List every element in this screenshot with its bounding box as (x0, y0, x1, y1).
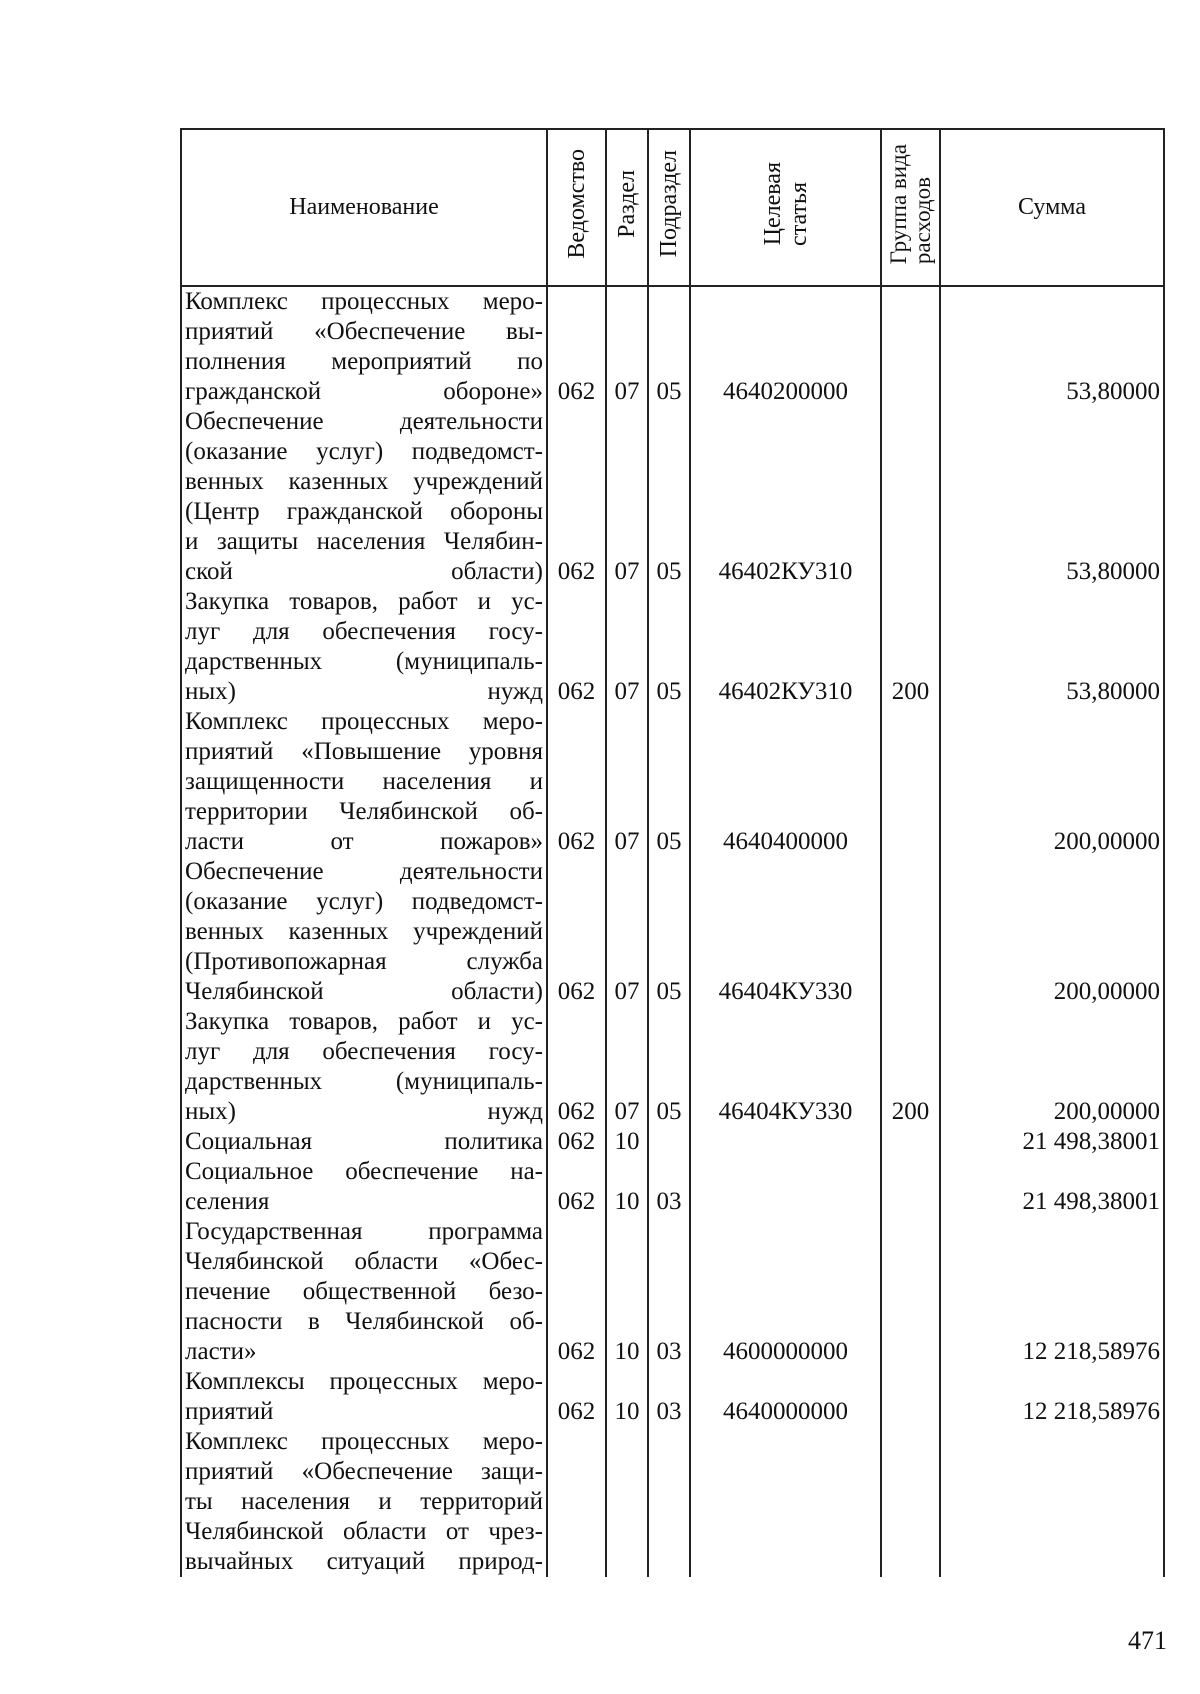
row-podrazdel (648, 1127, 690, 1157)
row-razdel: 07 (606, 1007, 648, 1127)
row-vedomstvo: 062 (547, 286, 606, 407)
table-row (181, 1217, 1164, 1367)
row-summa (940, 1427, 1164, 1577)
row-razdel: 07 (606, 707, 648, 857)
name-line: Комплексы процессных меро- (185, 1368, 543, 1395)
name-line: Обеспечение деятельности (185, 858, 543, 885)
row-name (181, 1367, 547, 1427)
row-celevaya-statya: 46404КУ330 (690, 1007, 881, 1127)
name-line: Челябинской области) (185, 978, 543, 1005)
row-vedomstvo: 062 (547, 587, 606, 707)
header-vedomstvo: Ведомство (547, 129, 606, 286)
row-razdel: 07 (606, 587, 648, 707)
row-razdel: 10 (606, 1217, 648, 1367)
header-gruppa-vida-rashodov: Группа видарасходов (881, 129, 940, 286)
row-vedomstvo: 062 (547, 407, 606, 587)
name-line: дарственных (муниципаль- (185, 1068, 543, 1095)
row-name (181, 1157, 547, 1217)
row-summa: 200,00000 (940, 1007, 1164, 1127)
name-line: ных) нужд (185, 1098, 543, 1125)
table-row (181, 1127, 1164, 1157)
table-row (181, 1367, 1164, 1427)
header-celevaya-statya: Целеваястатья (690, 129, 881, 286)
row-summa: 21 498,38001 (940, 1127, 1164, 1157)
name-line: приятий «Повышение уровня (185, 738, 543, 765)
name-line: (Противопожарная служба (185, 948, 543, 975)
row-vedomstvo: 062 (547, 1127, 606, 1157)
row-celevaya-statya: 4640400000 (690, 707, 881, 857)
table-row (181, 707, 1164, 857)
row-razdel: 10 (606, 1157, 648, 1217)
row-vedomstvo: 062 (547, 1217, 606, 1367)
row-celevaya-statya: 4600000000 (690, 1217, 881, 1367)
header-summa: Сумма (940, 129, 1164, 286)
row-summa: 53,80000 (940, 407, 1164, 587)
row-summa: 53,80000 (940, 587, 1164, 707)
row-gruppa-vida-rashodov (881, 707, 940, 857)
name-line: ты населения и территорий (185, 1488, 543, 1515)
row-gruppa-vida-rashodov: 200 (881, 587, 940, 707)
header-razdel: Раздел (606, 129, 648, 286)
row-vedomstvo (547, 1427, 606, 1577)
name-line: Закупка товаров, работ и ус- (185, 1008, 543, 1035)
name-line: Социальное обеспечение на- (185, 1158, 543, 1185)
row-summa: 12 218,58976 (940, 1367, 1164, 1427)
row-vedomstvo: 062 (547, 1007, 606, 1127)
row-razdel: 10 (606, 1367, 648, 1427)
row-razdel: 10 (606, 1127, 648, 1157)
row-summa: 21 498,38001 (940, 1157, 1164, 1217)
row-gruppa-vida-rashodov: 200 (881, 1007, 940, 1127)
name-line: печение общественной безо- (185, 1278, 543, 1305)
row-podrazdel: 05 (648, 857, 690, 1007)
row-vedomstvo: 062 (547, 1367, 606, 1427)
row-gruppa-vida-rashodov (881, 1217, 940, 1367)
row-celevaya-statya (690, 1127, 881, 1157)
name-line: (оказание услуг) подведомст- (185, 438, 543, 465)
row-podrazdel: 03 (648, 1157, 690, 1217)
table-body (181, 286, 1164, 1577)
name-line: венных казенных учреждений (185, 468, 543, 495)
table-row (181, 286, 1164, 407)
row-gruppa-vida-rashodov (881, 1367, 940, 1427)
name-line: селения (185, 1188, 270, 1215)
name-line: приятий «Обеспечение защи- (185, 1458, 543, 1485)
name-line: Закупка товаров, работ и ус- (185, 588, 543, 615)
name-line: (Центр гражданской обороны (185, 498, 543, 525)
row-celevaya-statya: 4640200000 (690, 286, 881, 407)
row-gruppa-vida-rashodov (881, 286, 940, 407)
name-line: луг для обеспечения госу- (185, 1038, 543, 1065)
table-row (181, 1427, 1164, 1577)
table-header-row (181, 129, 1164, 286)
name-line: гражданской обороне» (185, 378, 543, 405)
header-name: Наименование (181, 129, 547, 286)
name-line: пасности в Челябинской об- (185, 1308, 543, 1335)
name-line: территории Челябинской об- (185, 798, 543, 825)
name-line: защищенности населения и (185, 768, 543, 795)
row-vedomstvo: 062 (547, 707, 606, 857)
row-podrazdel: 03 (648, 1217, 690, 1367)
name-line: Челябинской области «Обес- (185, 1248, 543, 1275)
name-line: ласти» (185, 1338, 257, 1365)
name-line: полнения мероприятий по (185, 348, 543, 375)
name-line: луг для обеспечения госу- (185, 618, 543, 645)
row-podrazdel: 05 (648, 407, 690, 587)
name-line: ской области) (185, 558, 543, 585)
page-number: 471 (1128, 1626, 1167, 1655)
header-podrazdel: Подраздел (648, 129, 690, 286)
row-celevaya-statya: 46404КУ330 (690, 857, 881, 1007)
name-line: Комплекс процессных меро- (185, 288, 543, 315)
row-name (181, 1127, 547, 1157)
row-celevaya-statya (690, 1157, 881, 1217)
name-line: венных казенных учреждений (185, 918, 543, 945)
row-summa: 200,00000 (940, 857, 1164, 1007)
name-line: ласти от пожаров» (185, 828, 543, 855)
name-line: Государственная программа (185, 1218, 543, 1245)
row-celevaya-statya: 46402КУ310 (690, 587, 881, 707)
row-gruppa-vida-rashodov (881, 857, 940, 1007)
name-line: и защиты населения Челябин- (185, 528, 543, 555)
row-gruppa-vida-rashodov (881, 1427, 940, 1577)
row-summa: 53,80000 (940, 286, 1164, 407)
row-vedomstvo: 062 (547, 1157, 606, 1217)
row-podrazdel: 05 (648, 707, 690, 857)
row-name (181, 707, 547, 857)
row-name (181, 1427, 547, 1577)
row-gruppa-vida-rashodov (881, 1127, 940, 1157)
row-razdel: 07 (606, 407, 648, 587)
name-line: (оказание услуг) подведомст- (185, 888, 543, 915)
name-line: Челябинской области от чрез- (185, 1518, 543, 1545)
table-row (181, 1157, 1164, 1217)
name-line: дарственных (муниципаль- (185, 648, 543, 675)
row-name (181, 1217, 547, 1367)
row-summa: 200,00000 (940, 707, 1164, 857)
row-celevaya-statya: 46402КУ310 (690, 407, 881, 587)
row-podrazdel: 05 (648, 1007, 690, 1127)
row-podrazdel: 03 (648, 1367, 690, 1427)
row-name (181, 587, 547, 707)
name-line: Социальная политика (185, 1128, 543, 1155)
name-line: ных) нужд (185, 678, 543, 705)
row-name (181, 857, 547, 1007)
name-line: Комплекс процессных меро- (185, 1428, 543, 1455)
row-podrazdel (648, 1427, 690, 1577)
budget-table (180, 128, 1165, 1577)
table-row (181, 587, 1164, 707)
table-row (181, 407, 1164, 587)
row-gruppa-vida-rashodov (881, 407, 940, 587)
table-row (181, 857, 1164, 1007)
row-vedomstvo: 062 (547, 857, 606, 1007)
name-line: приятий «Обеспечение вы- (185, 318, 543, 345)
table-row (181, 1007, 1164, 1127)
row-razdel: 07 (606, 286, 648, 407)
row-celevaya-statya: 4640000000 (690, 1367, 881, 1427)
row-name (181, 286, 547, 407)
row-podrazdel: 05 (648, 587, 690, 707)
row-celevaya-statya (690, 1427, 881, 1577)
row-summa: 12 218,58976 (940, 1217, 1164, 1367)
row-name (181, 1007, 547, 1127)
row-razdel: 07 (606, 857, 648, 1007)
name-line: приятий (185, 1398, 274, 1425)
row-razdel (606, 1427, 648, 1577)
row-podrazdel: 05 (648, 286, 690, 407)
name-line: Комплекс процессных меро- (185, 708, 543, 735)
row-gruppa-vida-rashodov (881, 1157, 940, 1217)
row-name (181, 407, 547, 587)
name-line: вычайных ситуаций природ- (185, 1548, 543, 1575)
name-line: Обеспечение деятельности (185, 408, 543, 435)
